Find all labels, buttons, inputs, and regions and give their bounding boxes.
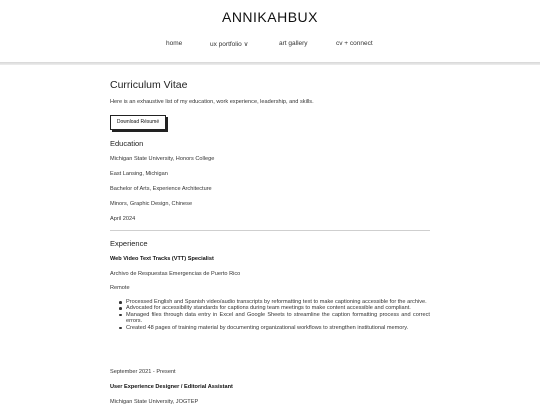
education-minors: Minors, Graphic Design, Chinese xyxy=(110,201,193,207)
job-title: Web Video Text Tracks (VTT) Specialist xyxy=(110,256,214,262)
main-nav xyxy=(0,40,540,52)
list-item: Managed files through data entry in Excel and Google Sheets to streamline the caption formatting process and correct errors. xyxy=(119,312,430,325)
nav-ux-portfolio[interactable]: ux portfolio ∨ xyxy=(210,41,249,48)
job-location: Remote xyxy=(110,285,130,291)
job-title: User Experience Designer / Editorial Assistant xyxy=(110,384,233,390)
education-degree: Bachelor of Arts, Experience Architecture xyxy=(110,186,212,192)
education-location: East Lansing, Michigan xyxy=(110,171,168,177)
list-item: Advocated for accessibility standards for captions during team meetings to make content accessible and compliant. xyxy=(119,305,430,311)
list-item: Created 48 pages of training material by documenting organizational workflows to strengthen institutional memory. xyxy=(119,325,430,331)
list-item: Processed English and Spanish video/audio transcripts by reformatting text to make captioning accessible for the archive. xyxy=(119,299,430,305)
job-bullets xyxy=(119,299,430,331)
education-school: Michigan State University, Honors College xyxy=(110,156,215,162)
header-divider xyxy=(0,62,540,65)
site-title[interactable]: ANNIKAHBUX xyxy=(221,9,319,25)
page-title: Curriculum Vitae xyxy=(110,79,188,91)
job-dates: September 2021 - Present xyxy=(110,369,176,375)
download-resume-button[interactable]: Download Résumé xyxy=(110,115,166,130)
section-divider xyxy=(110,230,430,231)
intro-text: Here is an exhaustive list of my education, work experience, leadership, and skills. xyxy=(110,99,314,105)
job-organization: Michigan State University, JOGTEP xyxy=(110,399,199,405)
education-date: April 2024 xyxy=(110,216,136,222)
experience-heading: Experience xyxy=(110,239,148,248)
nav-art-gallery[interactable]: art gallery xyxy=(279,40,308,47)
nav-cv-connect[interactable]: cv + connect xyxy=(336,40,373,47)
nav-home[interactable]: home xyxy=(166,40,183,47)
job-organization: Archivo de Respuestas Emergencias de Puerto Rico xyxy=(110,271,241,277)
education-heading: Education xyxy=(110,139,144,148)
site-header xyxy=(0,0,540,62)
